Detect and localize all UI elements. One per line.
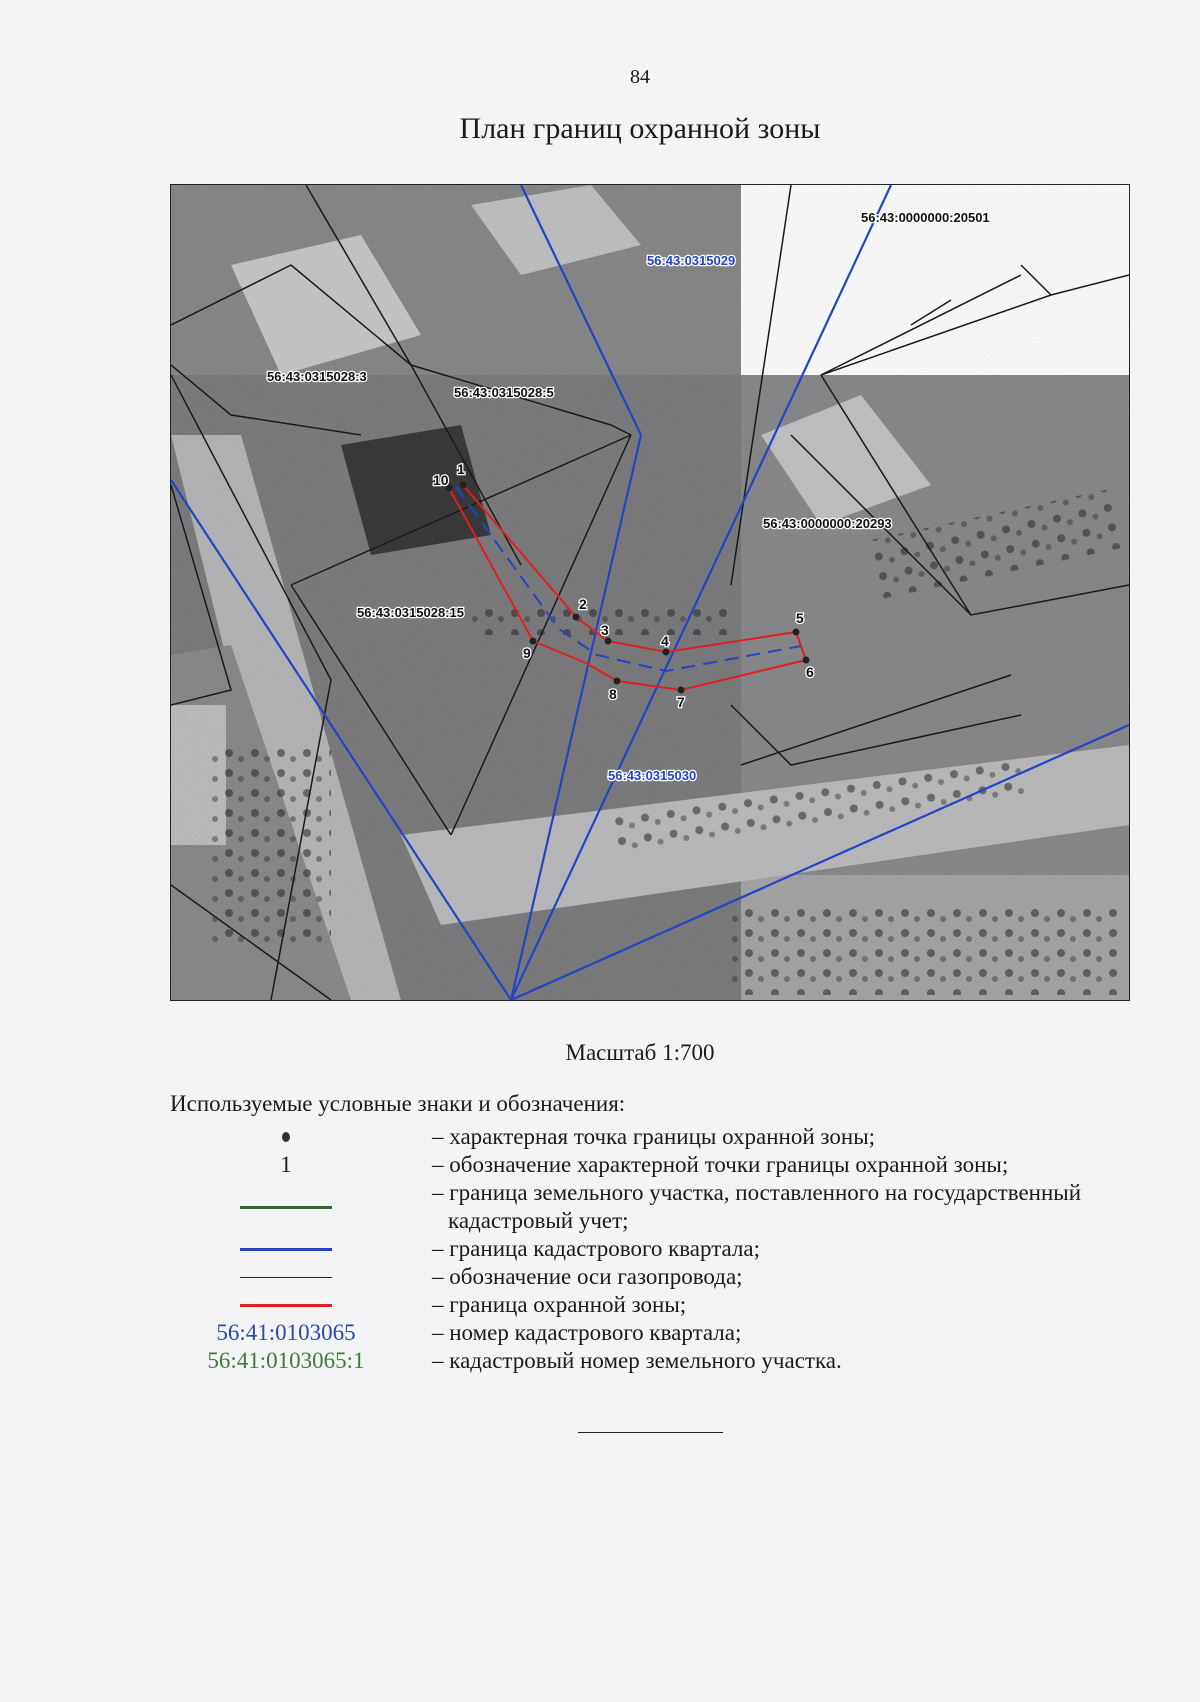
- legend-desc: – обозначение характерной точки границы охранной зоны;: [432, 1152, 1009, 1177]
- point-dot-icon: [282, 1132, 290, 1142]
- point-label-10: 10: [433, 472, 449, 488]
- legend-row-protection-zone: [170, 1291, 1170, 1319]
- legend: [170, 1123, 1170, 1375]
- parcel-label-028-3: 56:43:0315028:3: [267, 369, 367, 384]
- point-label-5: 5: [796, 610, 804, 626]
- point-5-marker: [793, 629, 800, 636]
- legend-desc: – кадастровый номер земельного участка.: [432, 1348, 842, 1373]
- point-6-marker: [803, 657, 810, 664]
- point-label-1: 1: [457, 461, 465, 477]
- page-number: 84: [630, 66, 650, 88]
- point-label-2: 2: [579, 596, 587, 612]
- point-label-9: 9: [523, 645, 531, 661]
- black-line-icon: [240, 1277, 332, 1278]
- legend-desc: – граница кадастрового квартала;: [432, 1236, 761, 1261]
- legend-symbol-text: 1: [280, 1152, 292, 1177]
- quarter-label-029: 56:43:0315029: [647, 253, 736, 268]
- legend-symbol-text: 56:41:0103065:1: [207, 1348, 365, 1373]
- blue-line-icon: [240, 1248, 332, 1251]
- parcel-label-20293: 56:43:0000000:20293: [763, 516, 892, 531]
- point-3-marker: [605, 638, 612, 645]
- legend-title: Используемые условные знаки и обозначения:: [170, 1091, 626, 1116]
- legend-desc-continued: кадастровый учет;: [448, 1208, 629, 1233]
- legend-row-quarter-number: [170, 1319, 1170, 1347]
- end-rule: [578, 1432, 723, 1433]
- red-line-icon: [240, 1304, 332, 1307]
- page-title: План границ охранной зоны: [459, 112, 821, 145]
- legend-desc: – номер кадастрового квартала;: [432, 1320, 742, 1345]
- parcel-label-028-15: 56:43:0315028:15: [357, 605, 464, 620]
- point-2-marker: [573, 614, 580, 621]
- legend-desc: – характерная точка границы охранной зоны;: [432, 1124, 876, 1149]
- point-8-marker: [614, 678, 621, 685]
- legend-row-point: [170, 1123, 1170, 1151]
- legend-row-quarter-boundary: [170, 1235, 1170, 1263]
- legend-desc: – граница земельного участка, поставленного на государственный: [432, 1180, 1082, 1205]
- point-label-4: 4: [661, 633, 669, 649]
- point-1-marker: [460, 482, 467, 489]
- point-label-7: 7: [677, 694, 685, 710]
- map-scale: Масштаб 1:700: [565, 1040, 715, 1065]
- point-label-8: 8: [609, 686, 617, 702]
- point-7-marker: [678, 687, 685, 694]
- point-9-marker: [530, 638, 537, 645]
- legend-row-point-label: [170, 1151, 1170, 1179]
- map-svg: [171, 185, 1129, 1000]
- legend-desc: – обозначение оси газопровода;: [432, 1264, 743, 1289]
- quarter-label-030: 56:43:0315030: [608, 768, 697, 783]
- legend-row-gas-axis: [170, 1263, 1170, 1291]
- legend-symbol-text: 56:41:0103065: [216, 1320, 356, 1345]
- aerial-photo-background: [171, 185, 1129, 1000]
- parcel-label-028-5: 56:43:0315028:5: [454, 385, 554, 400]
- legend-row-parcel-boundary: [170, 1179, 1170, 1235]
- cadastral-map: [170, 184, 1130, 1001]
- point-label-3: 3: [601, 622, 609, 638]
- legend-desc: – граница охранной зоны;: [432, 1292, 687, 1317]
- legend-row-parcel-number: [170, 1347, 1170, 1375]
- point-4-marker: [663, 649, 670, 656]
- parcel-label-20501: 56:43:0000000:20501: [861, 210, 990, 225]
- green-line-icon: [240, 1206, 332, 1209]
- point-label-6: 6: [806, 664, 814, 680]
